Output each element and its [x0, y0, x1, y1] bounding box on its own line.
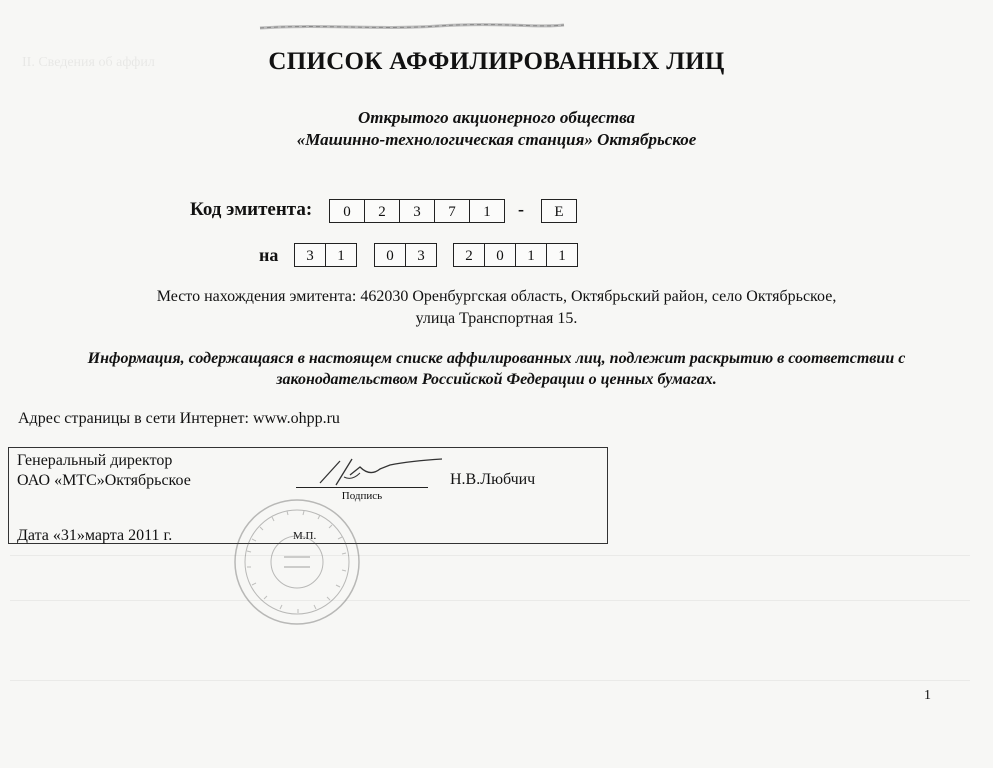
issuer-code-separator: -: [518, 199, 524, 219]
date-day-digit: 1: [325, 243, 357, 267]
company-name: «Машинно-технологическая станция» Октябрьское: [296, 130, 697, 149]
issuer-code-digit: 1: [469, 199, 505, 223]
document-title: СПИСОК АФФИЛИРОВАННЫХ ЛИЦ: [268, 48, 725, 75]
director-organization: ОАО «МТС»Октябрьское: [17, 472, 191, 489]
bleed-through-line: [10, 680, 970, 681]
date-year-digit: 0: [484, 243, 516, 267]
signature-line: [296, 487, 428, 488]
issuer-code-suffix: E: [541, 199, 577, 223]
page-number: 1: [924, 688, 931, 703]
date-year-digit: 1: [515, 243, 547, 267]
disclosure-notice: Информация, содержащаяся в настоящем списке аффилированных лиц, подлежит раскрытию в соответствии с: [87, 350, 906, 367]
issuer-code-digit: 0: [329, 199, 365, 223]
issuer-code-digit: 7: [434, 199, 470, 223]
company-type: Открытого акционерного общества: [357, 108, 636, 127]
issuer-location: Место нахождения эмитента: 462030 Оренбургская область, Октябрьский район, село Октябрьское,: [156, 288, 837, 305]
bleed-through-text: [760, 92, 764, 108]
issuer-code-label: Код эмитента:: [190, 199, 313, 220]
signature-caption: Подпись: [341, 490, 383, 502]
date-signed: Дата «31»марта 2011 г.: [17, 527, 173, 544]
date-year-digit: 1: [546, 243, 578, 267]
date-month-digit: 3: [405, 243, 437, 267]
bleed-through-line: [10, 600, 970, 601]
stamp-label: М.П.: [293, 530, 317, 542]
date-day-digit: 3: [294, 243, 326, 267]
binding-cord: [258, 20, 568, 34]
director-position: Генеральный директор: [17, 452, 173, 469]
date-month-digit: 0: [374, 243, 406, 267]
issuer-code-digit: 3: [399, 199, 435, 223]
company-seal: [232, 497, 362, 627]
date-label: на: [259, 245, 279, 265]
bleed-through-text: II. Сведения об аффил: [22, 55, 155, 70]
bleed-through-line: [10, 555, 970, 556]
date-year-digit: 2: [453, 243, 485, 267]
handwritten-signature: [300, 455, 450, 491]
signer-name: Н.В.Любчич: [450, 471, 536, 488]
web-address: Адрес страницы в сети Интернет: www.ohpp.ru: [18, 410, 340, 427]
disclosure-notice-cont: законодательством Российской Федерации о ценных бумагах.: [276, 371, 717, 388]
issuer-location-street: улица Транспортная 15.: [415, 310, 578, 327]
issuer-code-digit: 2: [364, 199, 400, 223]
